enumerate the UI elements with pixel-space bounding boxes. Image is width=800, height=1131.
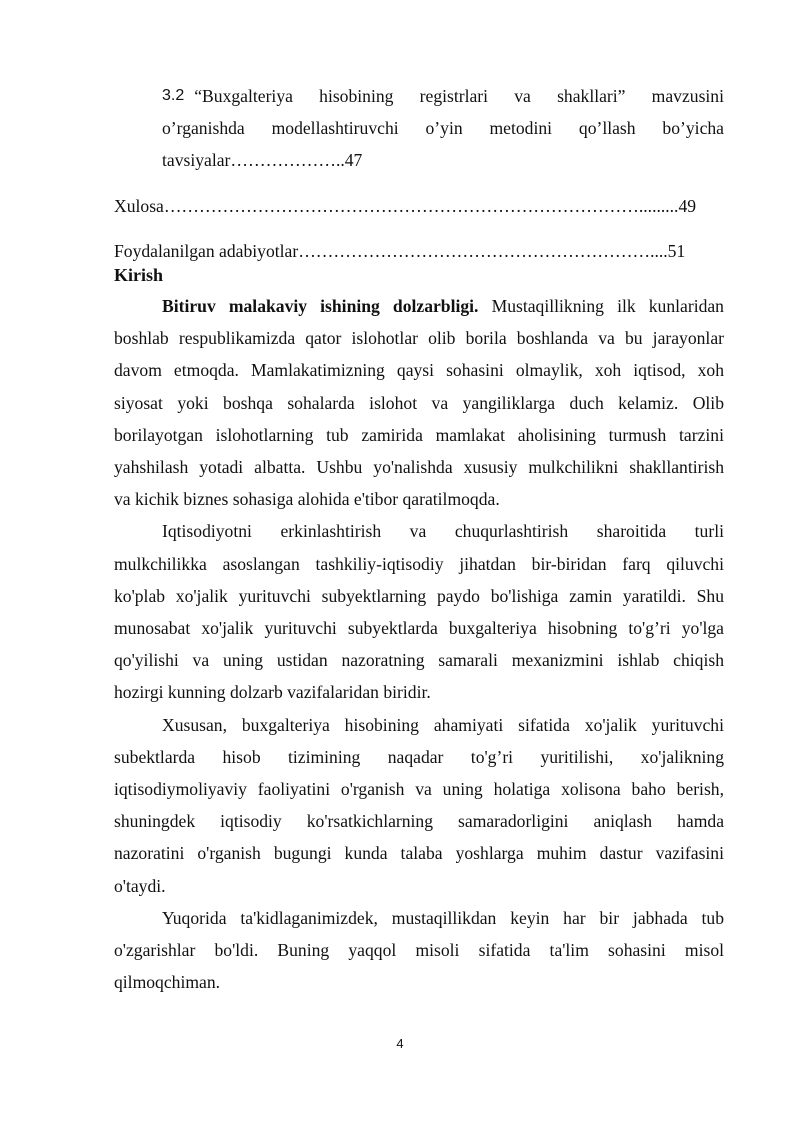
- toc-entry-xulosa: Xulosa……………………………………………………………………….........49: [114, 196, 697, 216]
- paragraph-line: qo'yilishi va uning ustidan nazoratning samarali mexanizmini ishlab chiqish: [114, 650, 724, 671]
- toc-sub-title-part1: “Buxgalteriya hisobining registrlari va shakllari” mavzusini: [194, 86, 724, 106]
- paragraph-2: [114, 515, 724, 708]
- paragraph-line-text: Mustaqillikning ilk kunlaridan: [491, 296, 724, 316]
- paragraph-line: Xususan, buxgalteriya hisobining ahamiyati sifatida xo'jalik yurituvchi: [162, 714, 724, 735]
- paragraph-line: borilayotgan islohotlarning tub zamirida mamlakat aholisining turmush tarzini: [114, 424, 724, 445]
- toc-entry-adabiyotlar: Foydalanilgan adabiyotlar……………………………………………………....51: [114, 241, 686, 261]
- page-number: 4: [396, 1036, 404, 1051]
- paragraph-line: munosabat xo'jalik yurituvchi subyektlarda buxgalteriya hisobning to'g’ri yo'lga: [114, 618, 724, 639]
- paragraph-line: mulkchilikka asoslangan tashkiliy-iqtisodiy jihatdan bir-biridan farq qiluvchi: [114, 553, 724, 574]
- paragraph-1: [114, 290, 724, 515]
- toc-sub-line-2: [162, 112, 724, 144]
- paragraph-line: shuningdek iqtisodiy ko'rsatkichlarning samaradorligini aniqlash hamda: [114, 811, 724, 832]
- paragraph-line: davom etmoqda. Mamlakatimizning qaysi sohasini olmaylik, xoh iqtisod, xoh: [114, 360, 724, 381]
- paragraph-line: va kichik biznes sohasiga alohida e'tibor qaratilmoqda.: [114, 489, 500, 510]
- paragraph-line: iqtisodiymoliyaviy faoliyatini o'rganish va uning holatiga xolisona baho berish,: [114, 779, 724, 800]
- paragraph-line: siyosat yoki boshqa sohalarda islohot va yangiliklarga duch kelamiz. Olib: [114, 392, 724, 413]
- paragraph-line: nazoratini o'rganish bugungi kunda talaba yoshlarga muhim dastur vazifasini: [114, 843, 724, 864]
- paragraph-3: [114, 709, 724, 902]
- paragraph-line: yahshilash yotadi albatta. Ushbu yo'nalishda xususiy mulkchilikni shakllantirish: [114, 457, 724, 478]
- toc-sub-line-1: [162, 80, 724, 112]
- paragraph-line: Iqtisodiyotni erkinlashtirish va chuqurlashtirish sharoitida turli: [162, 521, 724, 542]
- section-heading: Kirish: [114, 265, 164, 285]
- paragraph-line: ko'plab xo'jalik yurituvchi subyektlarning paydo bo'lishiga zamin yaratildi. Shu: [114, 585, 724, 606]
- paragraph-line: qilmoqchiman.: [114, 972, 221, 993]
- paragraph-line: hozirgi kunning dolzarb vazifalaridan biridir.: [114, 682, 431, 703]
- paragraph-line: o'taydi.: [114, 875, 166, 896]
- paragraph-line: o'zgarishlar bo'ldi. Buning yaqqol misoli sifatida ta'lim sohasini misol: [114, 940, 724, 961]
- toc-sub-number: 3.2: [162, 87, 185, 104]
- toc-sub-title-part2: o’rganishda modellashtiruvchi o’yin metodini qo’llash bo’yicha: [162, 118, 724, 138]
- paragraph-line: [114, 290, 724, 322]
- paragraph-line: boshlab respublikamizda qator islohotlar olib borila boshlanda va bu jarayonlar: [114, 328, 724, 349]
- toc-sub-line-3: tavsiyalar………………..47: [162, 150, 363, 170]
- paragraph-line: subektlarda hisob tizimining naqadar to'g’ri yuritilishi, xo'jalikning: [114, 746, 724, 767]
- toc-subsection-3-2: [162, 80, 724, 176]
- body-text: [114, 290, 724, 998]
- paragraph-lead: Bitiruv malakaviy ishining dolzarbligi.: [162, 296, 479, 316]
- paragraph-4: [114, 902, 724, 999]
- paragraph-line: Yuqorida ta'kidlaganimizdek, mustaqillikdan keyin har bir jabhada tub: [162, 907, 724, 928]
